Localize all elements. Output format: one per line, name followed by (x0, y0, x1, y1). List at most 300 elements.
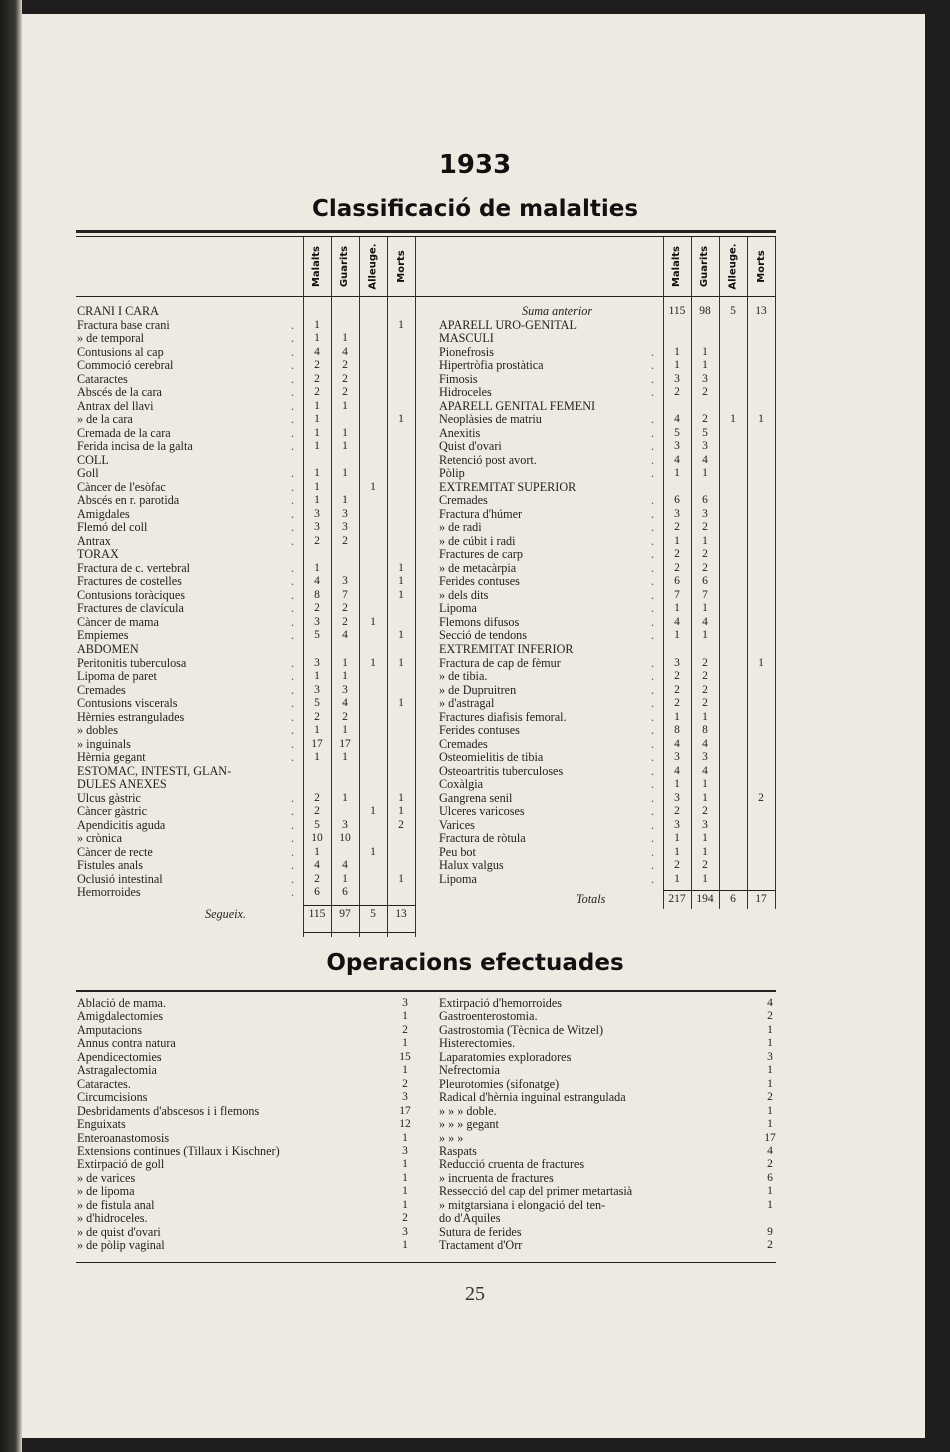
left-row-leader: . (291, 533, 295, 548)
right-row-label: Quist d'ovari (439, 440, 502, 454)
left-cell: 2 (342, 534, 348, 547)
right-row-leader: . (651, 506, 655, 521)
right-cell: 2 (702, 859, 708, 872)
left-row-leader: . (291, 425, 295, 440)
left-operation-label: » de varices (77, 1170, 136, 1185)
right-cell: 1 (702, 345, 708, 358)
right-cell: 3 (674, 656, 680, 669)
left-operation-label: Enguixats (77, 1117, 126, 1132)
left-cell: 2 (314, 386, 320, 399)
right-row-label: Gangrena senil (439, 791, 513, 805)
left-row-leader: . (291, 574, 295, 589)
left-total-label: Segueix. (205, 907, 246, 921)
left-cell: 2 (342, 386, 348, 399)
left-row-leader: . (291, 885, 295, 900)
left-row-leader: . (291, 398, 295, 413)
right-cell: 1 (702, 467, 708, 480)
right-cell: 3 (674, 791, 680, 804)
page-number: 25 (465, 1283, 485, 1305)
left-row-label: Càncer gàstric (77, 805, 148, 819)
right-cell: 2 (702, 561, 708, 574)
right-row-leader: . (651, 425, 655, 440)
left-cell: 3 (314, 683, 320, 696)
right-row-leader: . (651, 601, 655, 616)
right-cell: 5 (702, 426, 708, 439)
right-column-divider (747, 237, 748, 909)
right-cell: 2 (674, 386, 680, 399)
left-operation-count: 1 (402, 1131, 408, 1144)
right-row-label: Coxàlgia (439, 778, 484, 792)
right-row-label: » d'astragal (439, 697, 495, 711)
right-row-leader: . (651, 412, 655, 427)
right-row-label: Ulceres varicoses (439, 805, 525, 819)
left-cell: 17 (311, 737, 323, 750)
right-cell: 7 (674, 588, 680, 601)
left-cell: 3 (314, 507, 320, 520)
left-row-label: » inguinals (77, 737, 131, 751)
right-row-leader: . (651, 533, 655, 548)
left-row-label: Fractura de c. vertebral (77, 561, 191, 575)
right-cell: 1 (674, 710, 680, 723)
right-cell: 2 (674, 521, 680, 534)
right-cell: 1 (674, 778, 680, 791)
right-row-leader: . (651, 587, 655, 602)
left-cell: 8 (314, 588, 320, 601)
left-operation-count: 3 (402, 997, 408, 1009)
right-row-label: Anexitis (439, 426, 481, 440)
right-cell: 3 (674, 440, 680, 453)
right-operation-count: 1 (767, 1037, 773, 1050)
left-operation-count: 1 (402, 1010, 408, 1023)
left-cell: 5 (314, 697, 320, 710)
right-operation-label: do d'Aquiles (439, 1211, 501, 1226)
right-row-leader: . (651, 858, 655, 873)
left-row-leader: . (291, 344, 295, 359)
left-operation-label: Amigdalectomies (77, 1009, 163, 1024)
right-operation-label: Raspats (439, 1143, 477, 1158)
left-row-label: Apendicitis aguda (77, 818, 166, 832)
right-operation-count: 4 (767, 1144, 773, 1157)
left-cell: 2 (314, 791, 320, 804)
right-row-leader: . (651, 452, 655, 467)
right-cell: 2 (674, 670, 680, 683)
left-row-label: Fractures de costelles (77, 575, 182, 589)
left-cell: 3 (342, 521, 348, 534)
left-cell: 3 (342, 507, 348, 520)
left-row-label: » dobles (77, 724, 118, 738)
right-cell: 8 (674, 724, 680, 737)
right-operation-label: » » » doble. (439, 1103, 497, 1118)
left-cell: 4 (314, 345, 320, 358)
left-cell: 4 (342, 859, 348, 872)
right-row-leader: . (651, 763, 655, 778)
left-operation-count: 1 (402, 1185, 408, 1198)
left-cell: 1 (342, 656, 348, 669)
left-row-label: Contusions al cap (77, 345, 164, 359)
left-cell: 4 (342, 345, 348, 358)
right-cell: 1 (702, 629, 708, 642)
left-cell: 1 (314, 561, 320, 574)
left-cell: 1 (342, 467, 348, 480)
right-row-label: Fractura de cap de fèmur (439, 656, 561, 670)
left-cell: 2 (342, 602, 348, 615)
right-column-divider (775, 237, 776, 909)
right-cell: 2 (702, 805, 708, 818)
right-row-label: Fractura de ròtula (439, 832, 526, 846)
right-cell: 1 (674, 345, 680, 358)
right-operation-count: 2 (767, 1158, 773, 1171)
left-operation-label: » d'hidroceles. (77, 1211, 148, 1226)
right-header-label: Malalts (671, 245, 683, 287)
right-cell: 1 (758, 413, 764, 426)
left-row-leader: . (291, 709, 295, 724)
right-cell: 3 (702, 507, 708, 520)
left-row-label: Contusions viscerals (77, 697, 178, 711)
left-cell: 5 (314, 629, 320, 642)
left-row-label: Hemorroides (77, 886, 141, 900)
left-cell: 4 (342, 629, 348, 642)
right-cell: 2 (702, 697, 708, 710)
right-row-label: Retenció post avort. (439, 453, 537, 467)
left-cell: 4 (342, 697, 348, 710)
left-row-label: Peritonitis tuberculosa (77, 656, 187, 670)
right-total-label: Totals (576, 892, 606, 906)
right-cell: 1 (702, 778, 708, 791)
right-row-label: Osteomielitis de tibia (439, 751, 544, 765)
left-operation-count: 17 (399, 1104, 411, 1117)
right-row-leader: . (651, 790, 655, 805)
left-row-label: Oclusió intestinal (77, 872, 163, 886)
left-cell: 1 (314, 467, 320, 480)
right-row-leader: . (651, 831, 655, 846)
right-cell: 6 (702, 494, 708, 507)
right-row-label: MASCULI (439, 332, 494, 346)
left-header-0 (306, 240, 328, 292)
right-operation-label: » » » gegant (439, 1117, 499, 1132)
left-cell: 3 (314, 521, 320, 534)
right-operation-count: 3 (767, 1050, 773, 1063)
left-header-2 (362, 240, 384, 292)
right-row-label: » de metacàrpia (439, 561, 517, 575)
left-cell: 6 (314, 886, 320, 899)
left-cell: 1 (398, 805, 404, 818)
right-row-leader: . (651, 493, 655, 508)
left-row-leader: . (291, 628, 295, 643)
right-cell: 3 (702, 818, 708, 831)
right-row-label: Osteoartritis tuberculoses (439, 764, 564, 778)
left-row-leader: . (291, 466, 295, 481)
right-cell: 2 (674, 805, 680, 818)
left-operation-label: Desbridaments d'abscesos i i flemons (77, 1103, 260, 1118)
right-cell: 1 (702, 534, 708, 547)
right-operation-count: 1 (767, 1198, 773, 1211)
left-cell: 2 (314, 602, 320, 615)
left-cell: 1 (314, 494, 320, 507)
right-operation-label: Radical d'hèrnia inguinal estrangulada (439, 1090, 626, 1105)
right-row-leader: . (651, 466, 655, 481)
left-operation-count: 2 (402, 1212, 408, 1225)
left-cell: 1 (398, 575, 404, 588)
left-row-leader: . (291, 804, 295, 819)
right-cell: 1 (674, 845, 680, 858)
right-row-leader: . (651, 777, 655, 792)
left-row-label: ESTOMAC, INTESTI, GLAN- (77, 764, 232, 778)
left-row-label: » crònica (77, 832, 123, 846)
right-row-label: » de radi (439, 521, 482, 535)
left-cell: 1 (342, 426, 348, 439)
right-operation-label: Pleurotomies (sifonatge) (439, 1076, 560, 1091)
left-row-label: Ulcus gàstric (77, 791, 141, 805)
right-row-label: Peu bot (439, 845, 476, 859)
left-row-leader: . (291, 331, 295, 346)
right-carry-label: Suma anterior (522, 304, 593, 318)
right-cell: 3 (674, 751, 680, 764)
left-operation-label: » de pòlip vaginal (77, 1238, 165, 1253)
right-row-leader: . (651, 682, 655, 697)
right-cell: 1 (702, 791, 708, 804)
right-operation-label: » incruenta de fractures (439, 1170, 554, 1185)
right-row-leader: . (651, 371, 655, 386)
left-total-cell: 13 (395, 908, 407, 920)
right-row-label: Cremades (439, 737, 488, 751)
left-cell: 1 (398, 318, 404, 331)
left-row-leader: . (291, 858, 295, 873)
left-total-cell: 115 (308, 908, 326, 920)
right-operation-count: 1 (767, 1077, 773, 1090)
left-cell: 1 (398, 629, 404, 642)
right-cell: 5 (674, 426, 680, 439)
operations-title: Operacions efectuades (326, 950, 624, 976)
left-cell: 1 (314, 751, 320, 764)
left-cell: 1 (370, 845, 376, 858)
right-row-leader: . (651, 520, 655, 535)
left-cell: 1 (314, 480, 320, 493)
right-header-2 (722, 240, 744, 292)
left-cell: 2 (314, 872, 320, 885)
right-cell: 3 (674, 818, 680, 831)
right-row-label: Lipoma (439, 602, 477, 616)
right-cell: 2 (674, 683, 680, 696)
left-cell: 1 (342, 494, 348, 507)
right-cell: 2 (702, 656, 708, 669)
left-operation-count: 1 (402, 1037, 408, 1050)
left-operation-label: Extensions continues (Tillaux i Kischner) (77, 1143, 280, 1158)
left-cell: 1 (370, 480, 376, 493)
right-row-label: Lipoma (439, 872, 477, 886)
left-cell: 3 (314, 615, 320, 628)
left-cell: 1 (342, 872, 348, 885)
left-row-leader: . (291, 736, 295, 751)
left-row-leader: . (291, 601, 295, 616)
left-cell: 1 (342, 440, 348, 453)
right-cell: 1 (674, 629, 680, 642)
right-row-label: Hipertròfia prostàtica (439, 359, 544, 373)
right-cell: 6 (674, 494, 680, 507)
left-cell: 10 (339, 832, 351, 845)
left-operation-count: 1 (402, 1158, 408, 1171)
left-row-leader: . (291, 587, 295, 602)
left-cell: 1 (342, 751, 348, 764)
right-column-divider (663, 237, 664, 909)
right-row-leader: . (651, 628, 655, 643)
right-column-divider (719, 237, 720, 909)
left-header-label: Malalts (311, 245, 323, 287)
right-total-cell: 194 (696, 893, 714, 905)
right-row-leader: . (651, 344, 655, 359)
left-cell: 1 (314, 413, 320, 426)
right-row-leader: . (651, 439, 655, 454)
left-row-label: Hèrnies estrangulades (77, 710, 185, 724)
left-cell: 1 (314, 724, 320, 737)
header-bottom-rule (76, 296, 776, 297)
right-row-leader: . (651, 736, 655, 751)
right-operation-label: Gastrostomia (Tècnica de Witzel) (439, 1022, 604, 1037)
left-row-label: Antrax (77, 534, 111, 548)
right-cell: 4 (674, 764, 680, 777)
left-row-leader: . (291, 317, 295, 332)
right-row-leader: . (651, 560, 655, 575)
right-header-0 (666, 240, 688, 292)
right-row-label: Cremades (439, 494, 488, 508)
left-row-leader: . (291, 871, 295, 886)
right-row-leader: . (651, 614, 655, 629)
left-cell: 3 (342, 683, 348, 696)
left-row-label: Cremada de la cara (77, 426, 171, 440)
left-row-label: Abscés de la cara (77, 386, 162, 400)
right-header-1 (694, 240, 716, 292)
left-row-leader: . (291, 696, 295, 711)
left-row-label: Cataractes (77, 372, 128, 386)
right-operation-count: 1 (767, 1104, 773, 1117)
right-cell: 7 (702, 588, 708, 601)
left-cell: 3 (342, 575, 348, 588)
left-row-leader: . (291, 479, 295, 494)
right-row-label: Ferides contuses (439, 575, 520, 589)
left-cell: 3 (314, 656, 320, 669)
left-row-leader: . (291, 493, 295, 508)
right-operation-label: Laparatomies exploradores (439, 1049, 572, 1064)
left-total-cell: 97 (339, 908, 351, 920)
left-cell: 1 (398, 588, 404, 601)
left-cell: 4 (314, 575, 320, 588)
page-year: 1933 (438, 150, 512, 180)
right-cell: 6 (674, 575, 680, 588)
left-cell: 2 (314, 710, 320, 723)
left-total-bottom-rule (303, 932, 415, 933)
left-cell: 1 (370, 615, 376, 628)
left-header-label: Guarits (339, 245, 351, 287)
right-row-leader: . (651, 669, 655, 684)
right-cell: 1 (674, 872, 680, 885)
left-row-label: Abscés en r. parotida (77, 494, 180, 508)
right-cell: 1 (674, 534, 680, 547)
right-cell: 2 (702, 521, 708, 534)
right-row-label: Neoplàsies de matriu (439, 413, 542, 427)
left-header-label: Alleuge. (367, 242, 379, 290)
right-row-leader: . (651, 804, 655, 819)
left-cell: 1 (370, 805, 376, 818)
left-column-divider (331, 237, 332, 937)
left-cell: 4 (314, 859, 320, 872)
left-operation-label: Astragalectomia (77, 1063, 157, 1078)
right-operation-label: Tractament d'Orr (439, 1238, 523, 1253)
right-row-label: Fimosis (439, 372, 478, 386)
left-row-label: ABDOMEN (77, 643, 139, 656)
left-operation-count: 15 (399, 1050, 411, 1063)
left-header-3 (390, 240, 412, 292)
left-operation-label: » de lipoma (77, 1184, 135, 1199)
right-cell: 4 (702, 453, 708, 466)
right-cell: 4 (702, 615, 708, 628)
left-operation-label: Ablació de mama. (77, 996, 167, 1010)
left-cell: 2 (342, 372, 348, 385)
left-cell: 1 (398, 791, 404, 804)
right-cell: 4 (674, 453, 680, 466)
right-row-leader: . (651, 723, 655, 738)
right-cell: 1 (674, 467, 680, 480)
left-cell: 2 (314, 805, 320, 818)
right-cell: 2 (674, 561, 680, 574)
right-carry-cell: 98 (699, 305, 711, 317)
left-row-label: Commoció cerebral (77, 359, 174, 373)
right-row-label: » de tibia. (439, 670, 488, 684)
right-header-label: Guarits (699, 245, 711, 287)
left-row-leader: . (291, 669, 295, 684)
left-cell: 1 (314, 426, 320, 439)
right-row-leader: . (651, 696, 655, 711)
right-row-label: Fractures diafisis femoral. (439, 710, 567, 724)
left-row-label: Càncer de l'esòfac (77, 480, 166, 494)
right-row-label: Hidroceles (439, 386, 492, 400)
left-row-label: Càncer de mama (77, 615, 159, 629)
right-row-label: Pionefrosis (439, 345, 494, 359)
right-cell: 1 (730, 413, 736, 426)
left-operation-label: » de quist d'ovari (77, 1224, 161, 1239)
right-cell: 6 (702, 575, 708, 588)
right-row-label: Ferides contuses (439, 724, 520, 738)
right-header-3 (750, 240, 772, 292)
right-row-leader: . (651, 844, 655, 859)
right-row-label: EXTREMITAT SUPERIOR (439, 480, 577, 494)
left-cell: 3 (342, 818, 348, 831)
right-total-cell: 17 (755, 893, 767, 905)
left-row-label: Goll (77, 467, 99, 481)
right-operation-label: » mitgtarsiana i elongació del ten- (439, 1197, 606, 1212)
right-row-leader: . (651, 817, 655, 832)
right-cell: 2 (702, 386, 708, 399)
left-column-divider (359, 237, 360, 937)
left-row-leader: . (291, 520, 295, 535)
left-row-leader: . (291, 682, 295, 697)
left-operation-label: » de fistula anal (77, 1197, 155, 1212)
left-operation-count: 2 (402, 1077, 408, 1090)
left-row-leader: . (291, 358, 295, 373)
right-row-label: APARELL GENITAL FEMENI (439, 399, 596, 413)
left-row-leader: . (291, 412, 295, 427)
right-cell: 1 (674, 832, 680, 845)
left-row-leader: . (291, 614, 295, 629)
left-operation-label: Apendicectomies (77, 1049, 162, 1064)
right-row-label: Fractures de carp (439, 548, 523, 562)
right-operation-label: Gastroenterostomia. (439, 1009, 538, 1024)
right-operation-count: 1 (767, 1023, 773, 1036)
right-column-divider (691, 237, 692, 909)
left-cell: 2 (314, 359, 320, 372)
left-row-leader: . (291, 790, 295, 805)
left-cell: 2 (314, 534, 320, 547)
left-row-label: Empiemes (77, 629, 129, 643)
right-row-leader: . (651, 750, 655, 765)
